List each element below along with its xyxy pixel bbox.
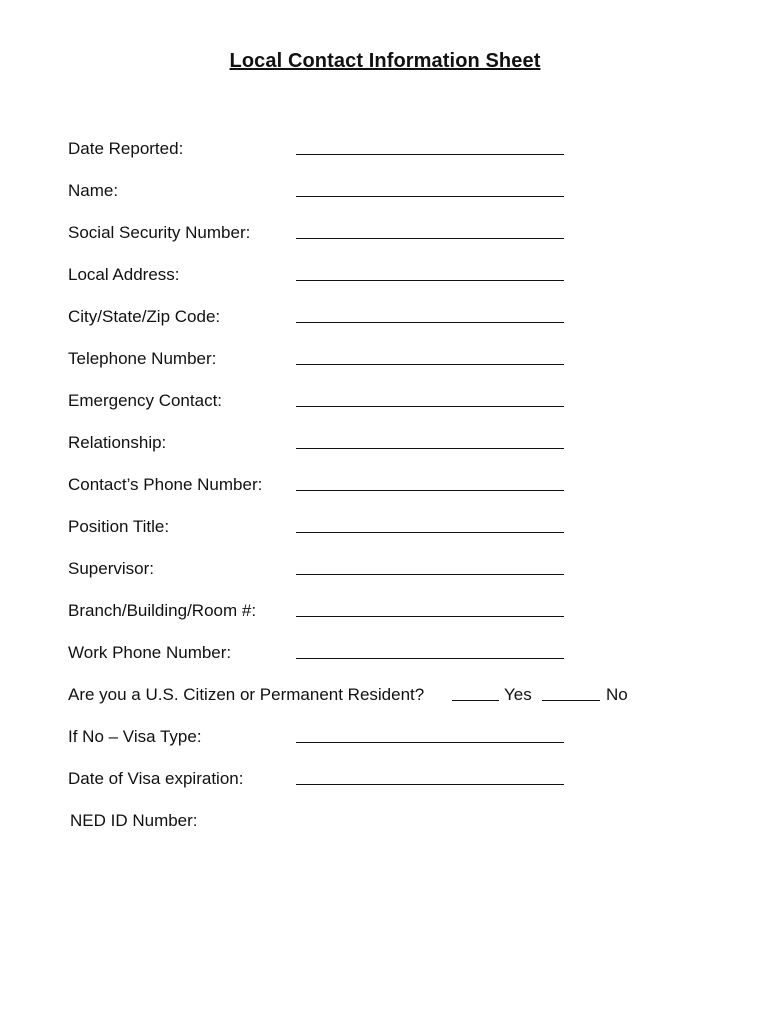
citizenship-row bbox=[68, 683, 668, 707]
name-label: Name: bbox=[68, 181, 119, 200]
telephone-field[interactable] bbox=[296, 364, 564, 365]
ned-id-label: NED ID Number: bbox=[70, 811, 198, 830]
visa-type-field[interactable] bbox=[296, 742, 564, 743]
work-phone-field[interactable] bbox=[296, 658, 564, 659]
position-title-field[interactable] bbox=[296, 532, 564, 533]
branch-building-room-label: Branch/Building/Room #: bbox=[68, 601, 257, 620]
city-state-zip-label: City/State/Zip Code: bbox=[68, 307, 221, 326]
date-reported-label: Date Reported: bbox=[68, 139, 184, 158]
work-phone-label: Work Phone Number: bbox=[68, 643, 232, 662]
ssn-field[interactable] bbox=[296, 238, 564, 239]
local-address-field[interactable] bbox=[296, 280, 564, 281]
visa-expiration-field[interactable] bbox=[296, 784, 564, 785]
citizenship-no-blank[interactable] bbox=[542, 700, 600, 701]
city-state-zip-field[interactable] bbox=[296, 322, 564, 323]
supervisor-field[interactable] bbox=[296, 574, 564, 575]
local-address-label: Local Address: bbox=[68, 265, 180, 284]
relationship-field[interactable] bbox=[296, 448, 564, 449]
emergency-contact-label: Emergency Contact: bbox=[68, 391, 223, 410]
citizenship-question: Are you a U.S. Citizen or Permanent Resident? bbox=[68, 685, 425, 704]
citizenship-yes-blank[interactable] bbox=[452, 700, 499, 701]
visa-expiration-label: Date of Visa expiration: bbox=[68, 769, 244, 788]
visa-type-label: If No – Visa Type: bbox=[68, 727, 202, 746]
position-title-label: Position Title: bbox=[68, 517, 170, 536]
citizenship-yes-label: Yes bbox=[504, 685, 532, 704]
relationship-label: Relationship: bbox=[68, 433, 167, 452]
supervisor-label: Supervisor: bbox=[68, 559, 154, 578]
name-field[interactable] bbox=[296, 196, 564, 197]
page-title: Local Contact Information Sheet bbox=[229, 50, 541, 72]
date-reported-field[interactable] bbox=[296, 154, 564, 155]
telephone-label: Telephone Number: bbox=[68, 349, 217, 368]
citizenship-no-label: No bbox=[606, 685, 628, 704]
ssn-label: Social Security Number: bbox=[68, 223, 251, 242]
contact-phone-label: Contact’s Phone Number: bbox=[68, 475, 263, 494]
emergency-contact-field[interactable] bbox=[296, 406, 564, 407]
branch-building-room-field[interactable] bbox=[296, 616, 564, 617]
contact-phone-field[interactable] bbox=[296, 490, 564, 491]
